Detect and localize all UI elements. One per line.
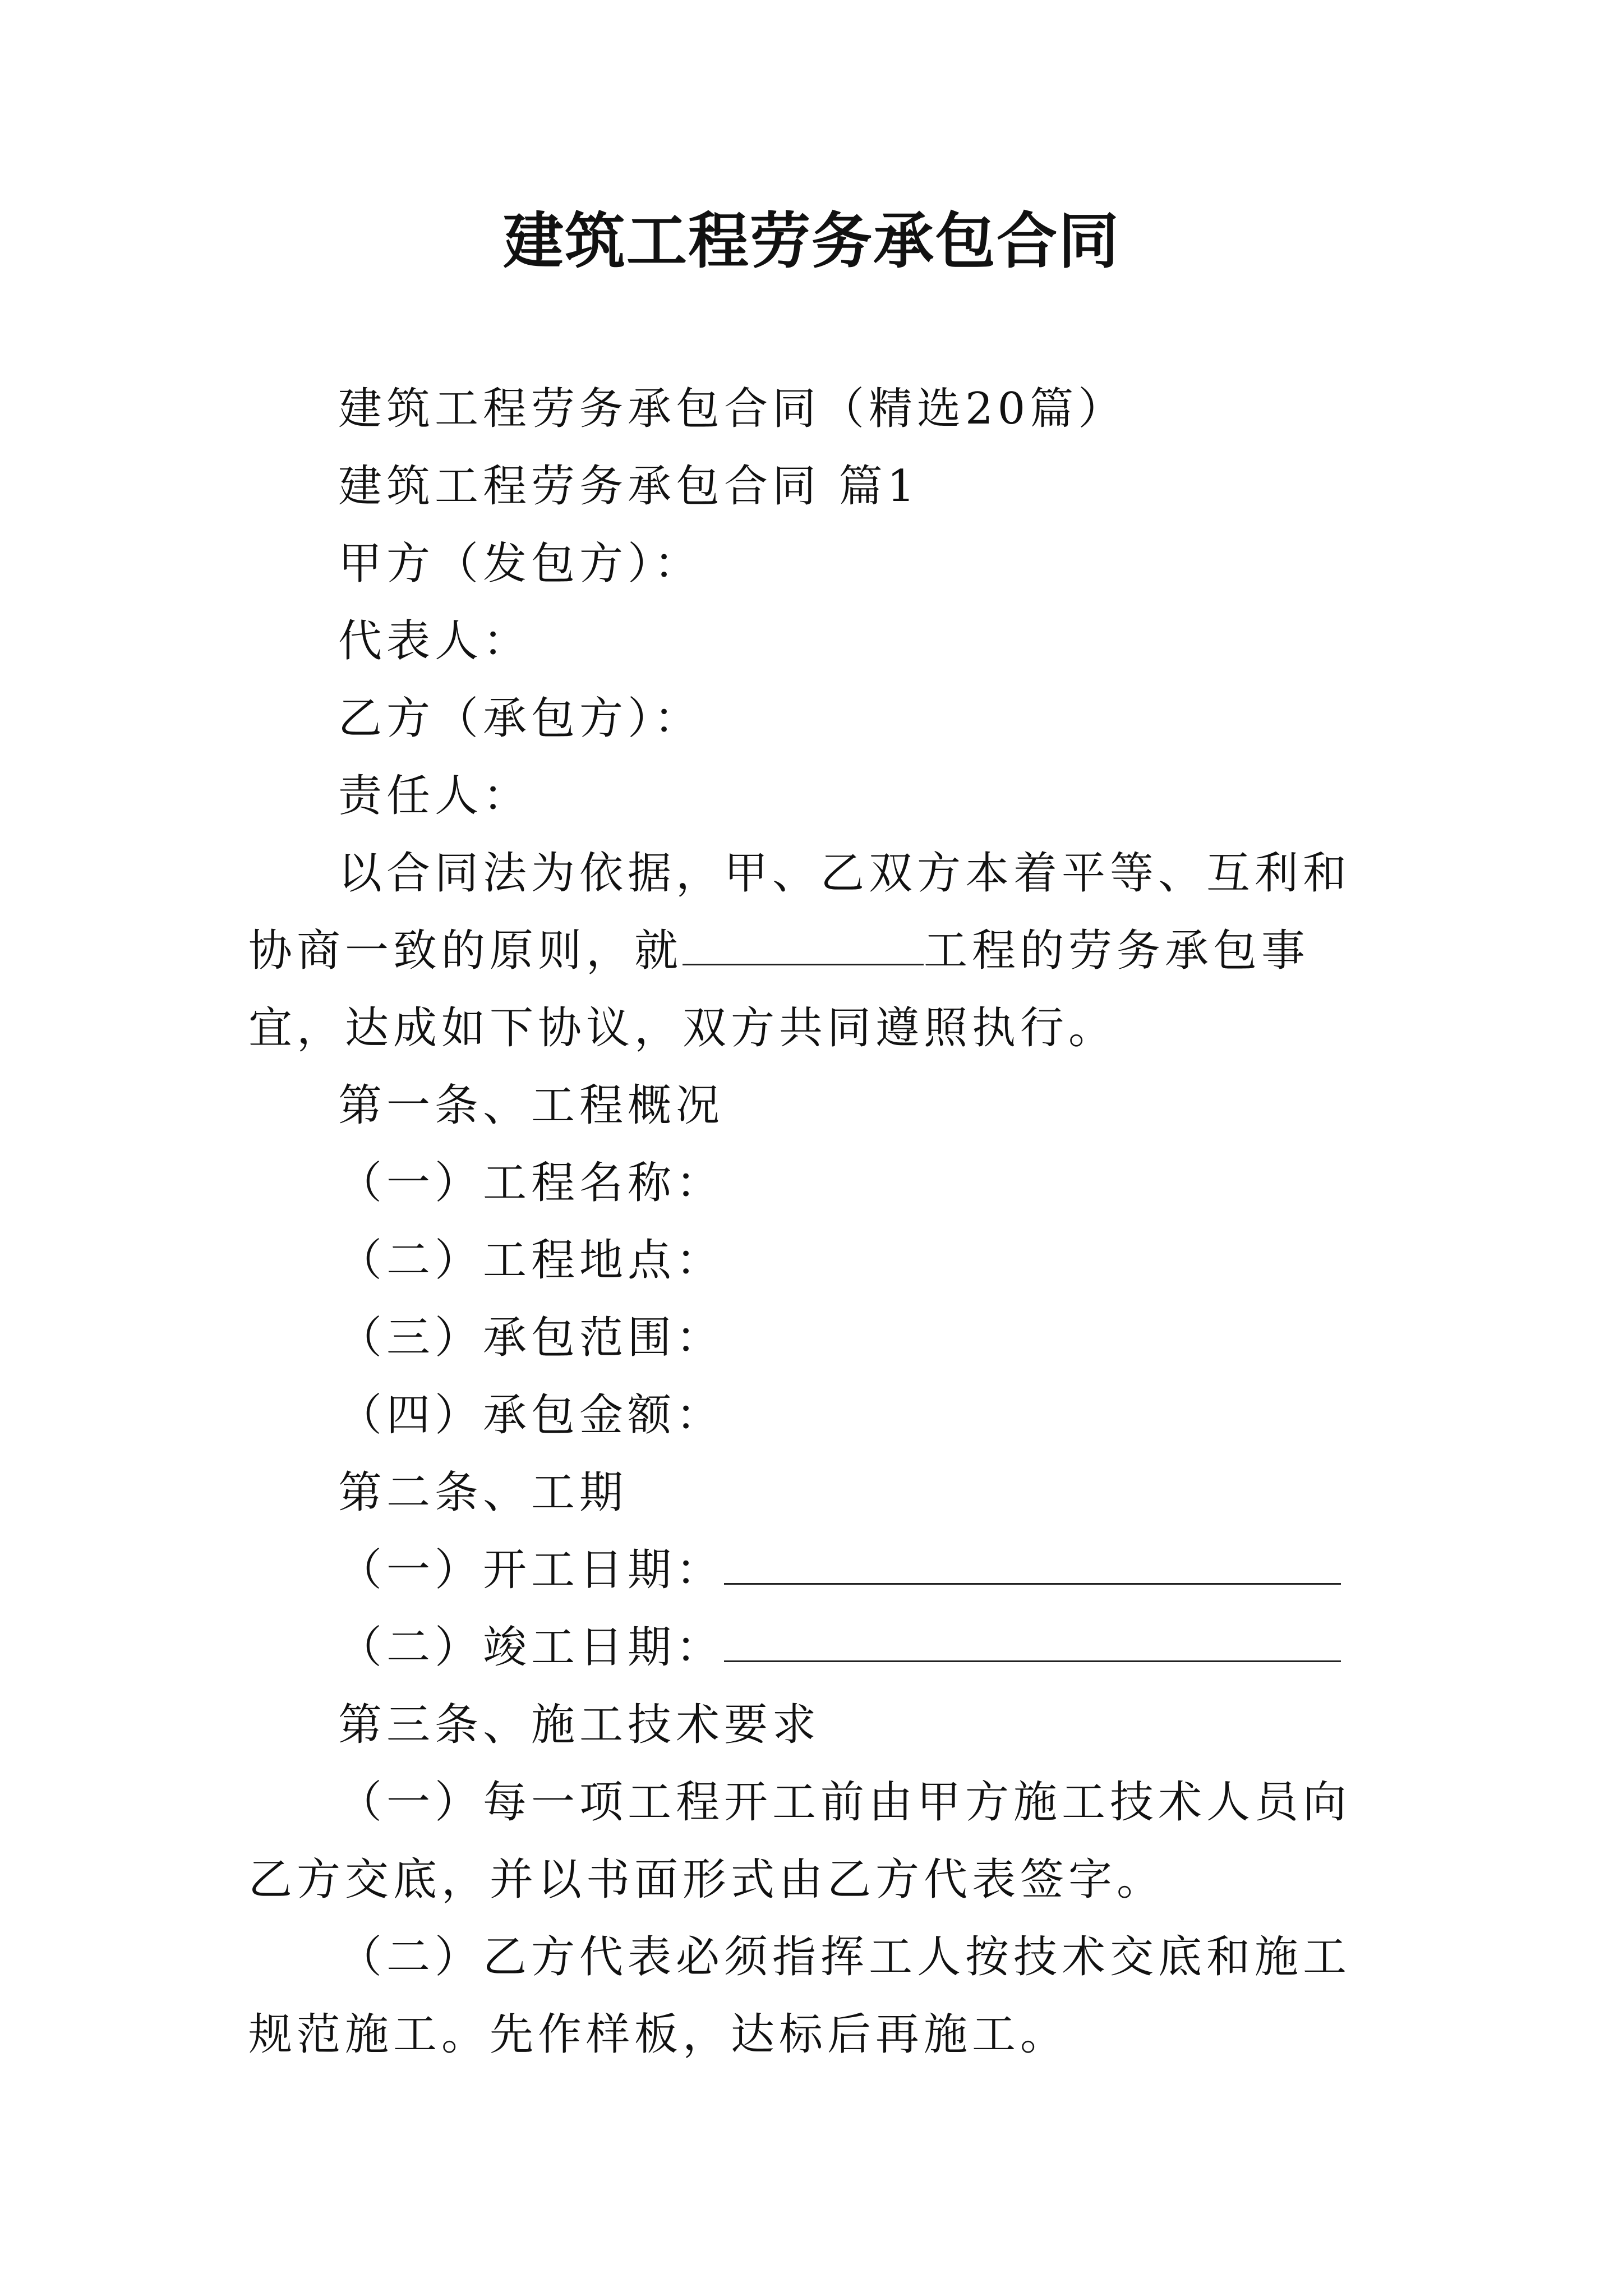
document-title: 建筑工程劳务承包合同 — [502, 206, 1120, 277]
intro-paragraph — [248, 835, 1393, 1067]
article-3-item-2: （二）乙方代表必须指挥工人按技术交底和施工规范施工。先作样板，达标后再施工。 — [248, 1932, 1352, 2060]
start-date-label: （一）开工日期： — [338, 1545, 725, 1595]
article-1-item-4: （四）承包金额： — [338, 1390, 725, 1441]
article-2-title: 第二条、工期 — [338, 1467, 628, 1518]
party-b-line: 乙方（承包方）： — [338, 693, 703, 744]
article-1-title: 第一条、工程概况 — [338, 1080, 725, 1131]
project-name-blank[interactable] — [683, 930, 924, 965]
completion-date-blank[interactable] — [724, 1627, 1341, 1662]
responsible-line: 责任人： — [338, 771, 532, 821]
document-body — [248, 370, 1393, 2073]
start-date-blank[interactable] — [724, 1549, 1341, 1585]
subtitle-line: 建筑工程劳务承包合同（精选20篇） — [338, 384, 1127, 434]
completion-date-label: （二）竣工日期： — [338, 1622, 725, 1673]
representative-line: 代表人： — [338, 616, 532, 666]
article-1-item-3: （三）承包范围： — [338, 1313, 725, 1363]
intro-text-before: 以合同法为依据，甲、乙双方本着平等、互利和协商一致的原则，就 — [248, 848, 1352, 976]
article-3-title: 第三条、施工技术要求 — [338, 1700, 821, 1750]
article-3-item-1: （一）每一项工程开工前由甲方施工技术人员向乙方交底，并以书面形式由乙方代表签字。 — [248, 1777, 1352, 1905]
article-1-item-2: （二）工程地点： — [338, 1235, 725, 1286]
chapter-heading: 建筑工程劳务承包合同 篇1 — [338, 461, 920, 512]
party-a-line: 甲方（发包方）： — [338, 539, 703, 589]
article-2-item-2 — [248, 1609, 1393, 1686]
article-1-item-1: （一）工程名称： — [338, 1158, 725, 1208]
intro-text-after: 工程的劳务承包事宜，达成如下协议，双方共同遵照执行。 — [248, 926, 1310, 1053]
article-2-item-1 — [248, 1531, 1393, 1609]
